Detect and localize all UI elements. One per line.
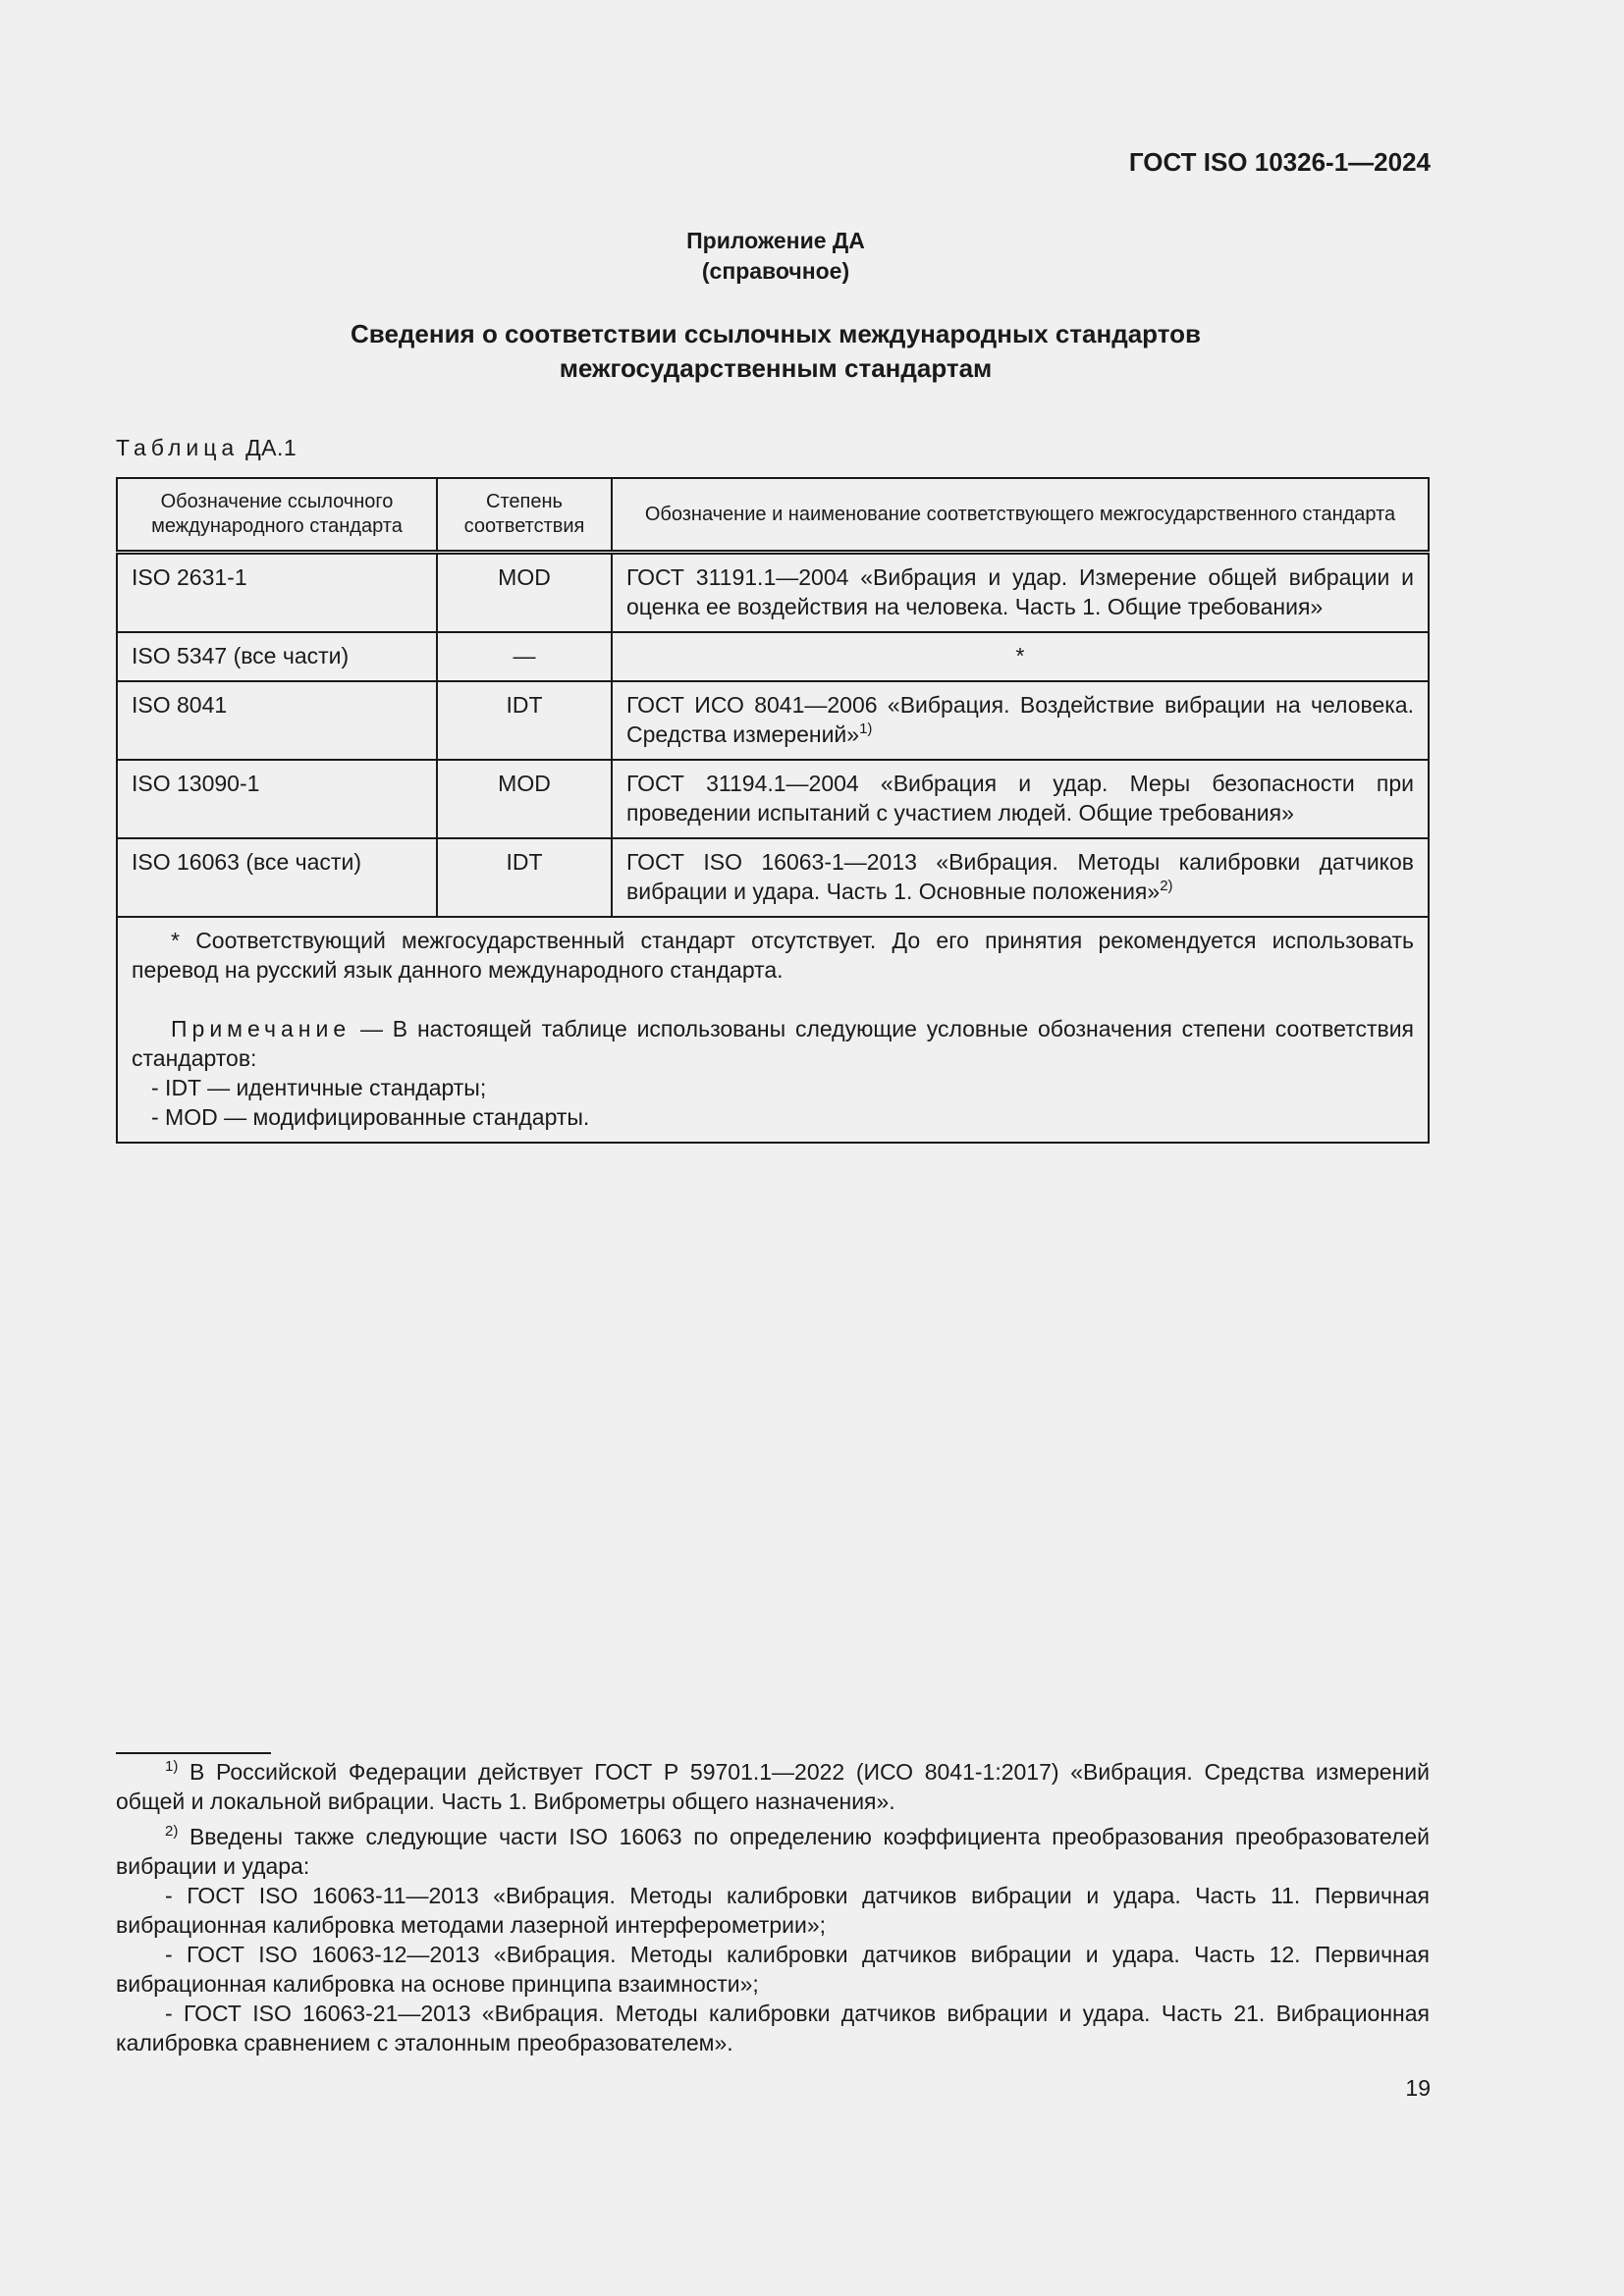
footnote-separator	[116, 1752, 271, 1754]
gost-cell	[612, 553, 1429, 633]
footnote-2-item: - ГОСТ ISO 16063-12—2013 «Вибрация. Методы калибровки датчиков вибрации и удара. Часть 12. Первичная вибрационная калибровка на основе принципа взаимности»;	[116, 1942, 1430, 1997]
table-row	[117, 760, 1429, 838]
table-note	[132, 1014, 1414, 1073]
table-caption	[116, 435, 297, 461]
document-code: ГОСТ ISO 10326-1—2024	[1128, 147, 1431, 177]
gost-cell	[612, 760, 1429, 838]
table-row	[117, 553, 1429, 633]
appendix-heading	[0, 226, 1551, 287]
footnote-1-text: В Российской Федерации действует ГОСТ Р 59701.1—2022 (ИСО 8041-1:2017) «Вибрация. Средства измерений общей и локальной вибрации. Часть 1. Виброметры общего назначения».	[116, 1759, 1430, 1814]
appendix-kind: (справочное)	[701, 258, 850, 284]
degree-cell: IDT	[437, 838, 612, 917]
table-caption-word: Таблица	[116, 435, 240, 460]
title-line-2: межгосударственным стандартам	[559, 353, 993, 383]
footnote-2-item: - ГОСТ ISO 16063-11—2013 «Вибрация. Методы калибровки датчиков вибрации и удара. Часть 11. Первичная вибрационная калибровка методами лазерной интерферометрии»;	[116, 1883, 1430, 1938]
ref-standard-cell: ISO 5347 (все части)	[117, 632, 437, 681]
gost-cell	[612, 838, 1429, 917]
note-label: Примечание	[171, 1016, 352, 1041]
gost-text: *	[1015, 643, 1025, 668]
footnote-2	[116, 1822, 1430, 1881]
footnote-2-item: - ГОСТ ISO 16063-21—2013 «Вибрация. Методы калибровки датчиков вибрации и удара. Часть 21. Вибрационная калибровка сравнением с эталонным преобразователем».	[116, 2001, 1430, 2056]
footnotes	[116, 1757, 1430, 2057]
table-row	[117, 681, 1429, 760]
header-degree: Степень соответствия	[437, 478, 612, 553]
table-row	[117, 632, 1429, 681]
gost-text: ГОСТ ИСО 8041—2006 «Вибрация. Воздействие вибрации на человека. Средства измерений»	[626, 692, 1414, 747]
ref-standard-cell: ISO 13090-1	[117, 760, 437, 838]
footnote-1-mark: 1)	[165, 1758, 179, 1775]
title-line-1: Сведения о соответствии ссылочных международных стандартов	[351, 319, 1201, 348]
asterisk-note: * Соответствующий межгосударственный стандарт отсутствует. До его принятия рекомендуется использовать перевод на русский язык данного международного стандарта.	[132, 928, 1414, 983]
footnote-2-mark: 2)	[165, 1823, 179, 1840]
table-caption-number: ДА.1	[245, 435, 298, 460]
table-row	[117, 838, 1429, 917]
note-item-idt: - IDT — идентичные стандарты;	[151, 1075, 487, 1100]
degree-cell: —	[437, 632, 612, 681]
footnote-2-text: Введены также следующие части ISO 16063 по определению коэффициента преобразования преобразователей вибрации и удара:	[116, 1824, 1430, 1879]
ref-standard-cell: ISO 16063 (все части)	[117, 838, 437, 917]
gost-text: ГОСТ ISO 16063-1—2013 «Вибрация. Методы калибровки датчиков вибрации и удара. Часть 1. Основные положения»	[626, 849, 1414, 904]
gost-text: ГОСТ 31191.1—2004 «Вибрация и удар. Измерение общей вибрации и оценка ее воздействия на человека. Часть 1. Общие требования»	[626, 564, 1414, 619]
degree-cell: IDT	[437, 681, 612, 760]
gost-cell	[612, 681, 1429, 760]
degree-cell: MOD	[437, 553, 612, 633]
footnote-1	[116, 1757, 1430, 1816]
appendix-label: Приложение ДА	[686, 228, 865, 253]
table-notes	[117, 917, 1429, 1143]
header-ref-standard: Обозначение ссылочного международного стандарта	[117, 478, 437, 553]
gost-text: ГОСТ 31194.1—2004 «Вибрация и удар. Меры безопасности при проведении испытаний с участием людей. Общие требования»	[626, 771, 1414, 826]
ref-standard-cell: ISO 2631-1	[117, 553, 437, 633]
note-item-mod: - MOD — модифицированные стандарты.	[151, 1104, 590, 1130]
page-number: 19	[1405, 2075, 1431, 2101]
note-text: — В настоящей таблице использованы следующие условные обозначения степени соответствия стандартов:	[132, 1016, 1414, 1071]
table-header-row	[117, 478, 1429, 553]
table-notes-row	[117, 917, 1429, 1143]
header-gost-standard: Обозначение и наименование соответствующего межгосударственного стандарта	[612, 478, 1429, 553]
ref-standard-cell: ISO 8041	[117, 681, 437, 760]
footnote-ref-1: 1)	[859, 721, 873, 737]
degree-cell: MOD	[437, 760, 612, 838]
gost-cell	[612, 632, 1429, 681]
document-title	[0, 317, 1551, 386]
footnote-ref-2: 2)	[1160, 878, 1173, 894]
standards-table	[116, 477, 1430, 1144]
